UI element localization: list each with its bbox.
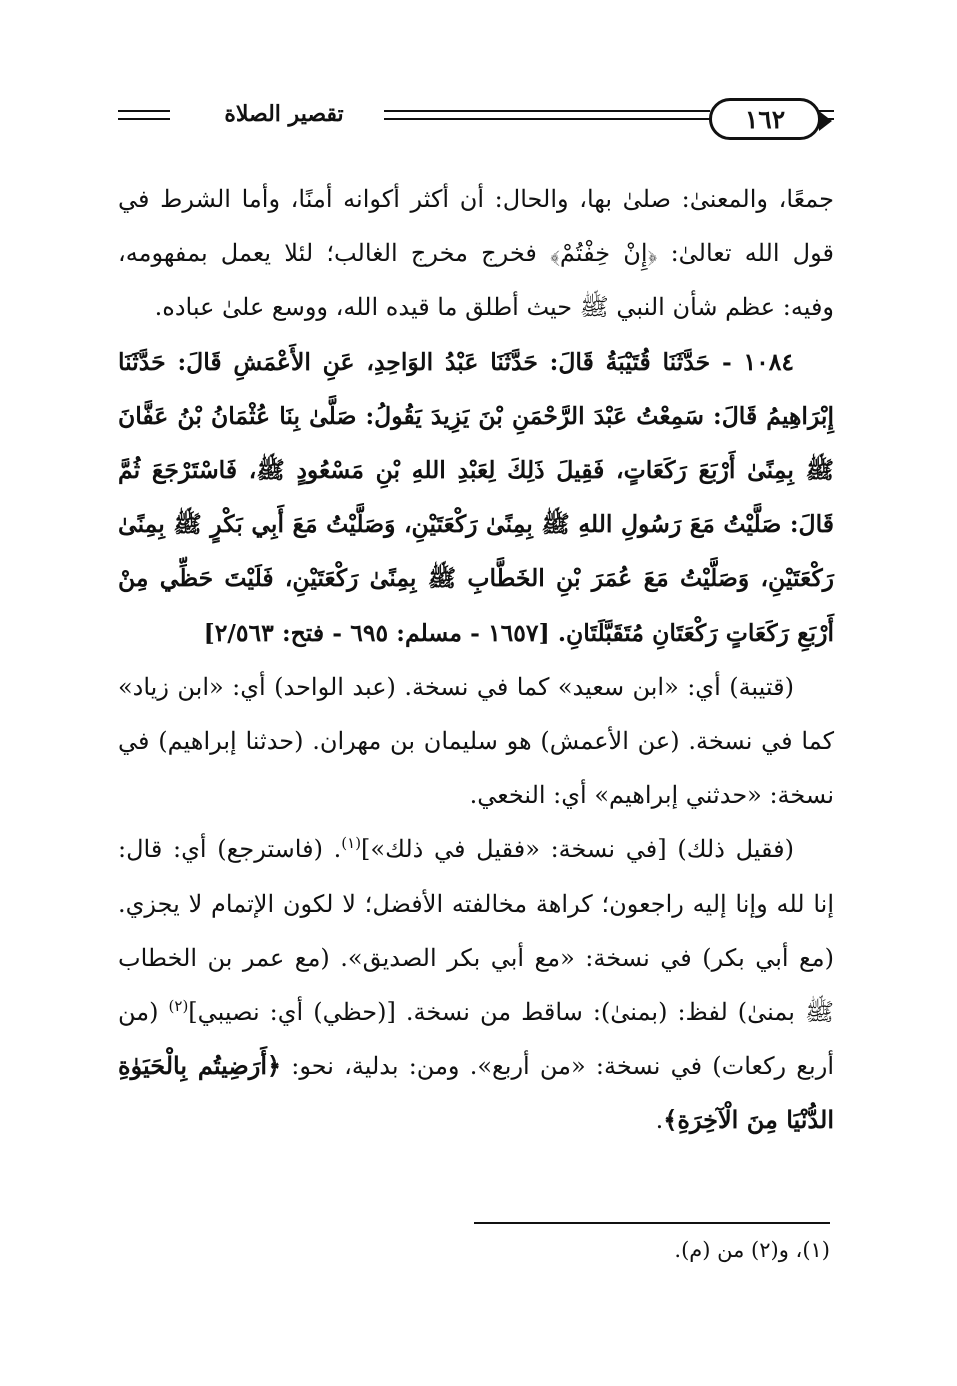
footnote-ref: (٢) — [168, 997, 189, 1016]
commentary-text: (فقيل ذلك) [في نسخة: «فقيل في ذلك»] — [361, 835, 794, 864]
main-text — [118, 172, 834, 1148]
page-header — [118, 94, 834, 144]
header-rule — [118, 118, 170, 120]
commentary-text: . — [655, 1106, 664, 1135]
footnote-divider — [474, 1222, 830, 1224]
paragraph-commentary-notes — [118, 822, 834, 1147]
page-number: ١٦٢ — [709, 98, 821, 140]
paragraph-intro: جمعًا، والمعنىٰ: صلىٰ بها، والحال: أن أكثر أكوانه أمنًا، وأما الشرط في قول الله تعالىٰ: ﴿إِنْ خِفْتُمْ﴾ فخرج مخرج الغالب؛ لئلا يعمل بمفهومه، وفيه: عظم شأن النبي ﷺ حيث أطلق ما قيده الله، ووسع علىٰ عباده. — [118, 185, 835, 322]
header-rule — [348, 118, 710, 120]
paragraph-commentary: (قتيبة) أي: «ابن سعيد» كما في نسخة. (عبد الواحد) أي: «ابن زياد» كما في نسخة. (عن الأعمش) هو سليمان بن مهران. (حدثنا إبراهيم) في نسخة: «حدثني إبراهيم» أي: النخعي. — [118, 672, 834, 810]
footnote-ref: (١) — [341, 834, 362, 853]
commentary-text: . (فاسترجع) أي: قال: إنا لله وإنا إليه راجعون؛ كراهة مخالفته الأفضل؛ لا لكون الإتمام لا يجزي. (مع أبي بكر) في نسخة: «مع أبي بكر الصديق». (مع عمر بن الخطاب ﷺ بمنىٰ) لفظ: (بمنىٰ): ساقط من نسخة. [(حظي) أي: نصيبي] — [118, 835, 834, 1027]
header-rule — [118, 110, 170, 112]
commentary-text: (من أربع ركعات) في نسخة: «من أربع». ومن: بدلية، نحو: — [118, 998, 834, 1081]
footnote-text: (١)، و(٢) من (م). — [674, 1238, 830, 1262]
quran-verse: ﴿أَرَضِيتُم بِالْحَيَوٰةِ الدُّنْيَا مِنَ الْآخِرَةِ﴾ — [118, 1051, 834, 1135]
hadith-text: ١٠٨٤ - حَدَّثَنَا قُتَيْبَةُ قَالَ: حَدَّثَنَا عَبْدُ الوَاحِدِ، عَنِ الأَعْمَشِ قَالَ: حَدَّثَنَا إِبْرَاهِيمُ قَالَ: سَمِعْتُ عَبْدَ الرَّحْمَنِ بْنَ يَزِيدَ يَقُولُ: صَلَّىٰ بِنَا عُثْمَانُ بْنُ عَفَّانَ ﷺ بِمِنًىٰ أَرْبَعَ رَكَعَاتٍ، فَقِيلَ ذَلِكَ لِعَبْدِ اللهِ بْنِ مَسْعُودٍ ﷺ، فَاسْتَرْجَعَ ثُمَّ قَالَ: صَلَّيْتُ مَعَ رَسُولِ اللهِ ﷺ بِمِنًىٰ رَكْعَتَيْنِ، وَصَلَّيْتُ مَعَ أَبِي بَكْرٍ ﷺ بِمِنًىٰ رَكْعَتَيْنِ، وَصَلَّيْتُ مَعَ عُمَرَ بْنِ الخَطَّابِ ﷺ بِمِنًىٰ رَكْعَتَيْنِ، فَلَيْتَ حَظِّي مِنْ أَرْبَعِ رَكَعَاتٍ رَكْعَتَانِ مُتَقَبَّلَتَانِ. [١٦٥٧ - مسلم: ٦٩٥ - فتح: ٢/٥٦٣] — [118, 347, 834, 647]
running-title: تقصير الصلاة — [184, 96, 384, 132]
header-rule — [348, 110, 710, 112]
